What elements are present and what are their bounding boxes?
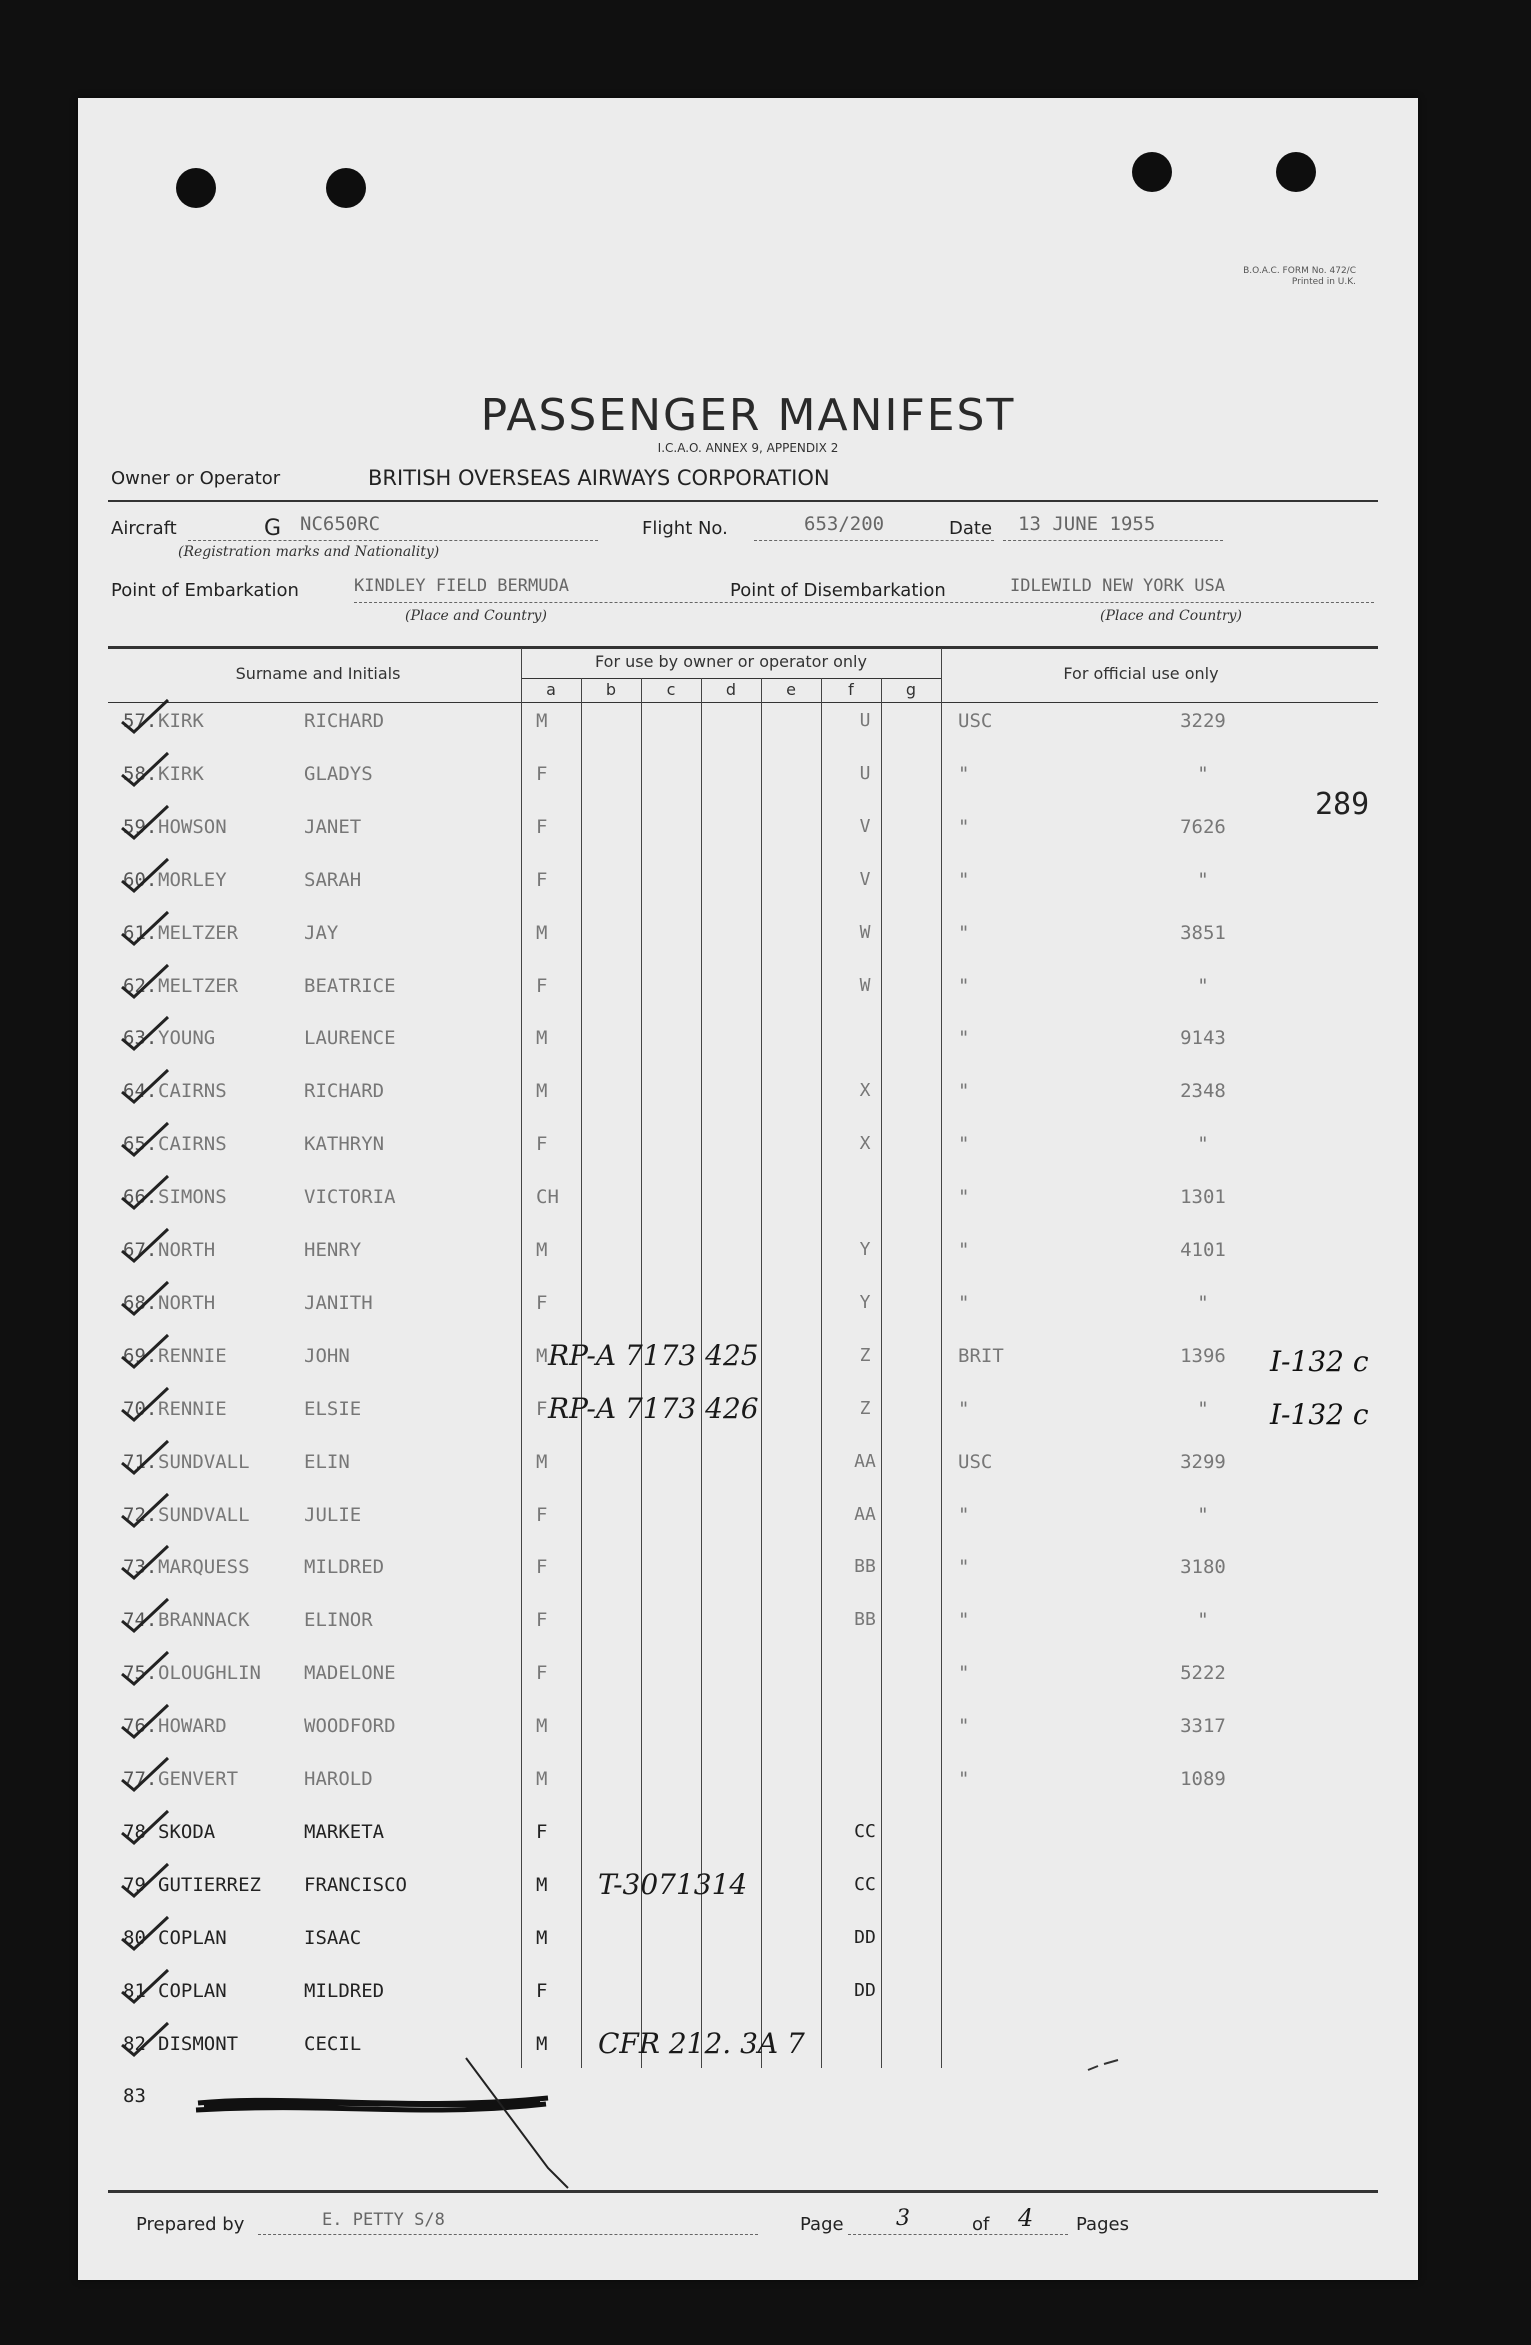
row-nationality: " [958,975,970,997]
row-surname: RENNIE [158,1398,227,1420]
row-number: 73. [123,1556,158,1578]
row-official-number: " [1197,1292,1209,1314]
row-surname: MARQUESS [158,1556,250,1578]
row-given-name: ELIN [304,1451,350,1473]
of-label: of [972,2214,990,2235]
row-group-code: U [859,710,871,731]
subcol-b: b [605,680,617,699]
row-sex: CH [536,1186,559,1208]
row-official-number: 2348 [1180,1080,1226,1102]
row-nationality: " [958,1080,970,1102]
row-sex: F [536,975,548,997]
row-official-number: 3299 [1180,1451,1226,1473]
row-surname: SKODA [158,1821,216,1843]
row-given-name: FRANCISCO [304,1874,407,1896]
row-sex: F [536,1662,548,1684]
row-document-number: CFR 212. 3A 7 [598,2027,805,2060]
row-number: 60. [123,869,158,891]
page-subtitle: I.C.A.O. ANNEX 9, APPENDIX 2 [657,441,839,455]
row-given-name: JANITH [304,1292,373,1314]
row-surname: SUNDVALL [158,1451,250,1473]
row-official-number: " [1197,975,1209,997]
row-nationality: " [958,869,970,891]
row-official-number: 9143 [1180,1027,1226,1049]
row-number: 70. [123,1398,158,1420]
aircraft-label: Aircraft [111,518,177,539]
row-number: 72. [123,1504,158,1526]
row-nationality: " [958,763,970,785]
disembark-value: IDLEWILD NEW YORK USA [1010,576,1225,596]
row-nationality: " [958,1768,970,1790]
row-given-name: VICTORIA [304,1186,396,1208]
row-given-name: BEATRICE [304,975,396,997]
row-sex: M [536,1715,548,1737]
row-document-number: T-3071314 [598,1868,748,1901]
row-surname: GUTIERREZ [158,1874,261,1896]
row-group-code: W [859,975,871,996]
row-sex: F [536,869,548,891]
row-group-code: Z [859,1398,871,1419]
row-surname: SUNDVALL [158,1504,250,1526]
row-document-number: RP-A 7173 426 [548,1392,759,1425]
row-sex: M [536,1451,548,1473]
row-group-code: U [859,763,871,784]
row-number: 78 [123,1821,146,1843]
subcol-a: a [546,680,556,699]
row-nationality: BRIT [958,1345,1004,1367]
embark-label: Point of Embarkation [111,580,299,601]
row-official-number: " [1197,869,1209,891]
row-nationality: " [958,1556,970,1578]
subcol-c: c [666,680,676,699]
row-given-name: LAURENCE [304,1027,396,1049]
row-sex: M [536,1080,548,1102]
embark-value: KINDLEY FIELD BERMUDA [354,576,569,596]
table-bottom-rule [108,2190,1378,2193]
row-nationality: " [958,816,970,838]
row-group-code: BB [854,1556,876,1577]
row-group-code: AA [854,1504,876,1525]
row-sex: M [536,1027,548,1049]
row-group-code: BB [854,1609,876,1630]
row-number: 74. [123,1609,158,1631]
row-surname: COPLAN [158,1980,227,2002]
subcol-f: f [848,680,854,699]
row-given-name: ELSIE [304,1398,362,1420]
row-nationality: " [958,1186,970,1208]
row-official-number: " [1197,1504,1209,1526]
row-number: 65. [123,1133,158,1155]
row-official-number: 4101 [1180,1239,1226,1261]
row-given-name: HENRY [304,1239,362,1261]
row-nationality: " [958,1715,970,1737]
date-value: 13 JUNE 1955 [1018,513,1156,535]
row-group-code: DD [854,1980,876,2001]
disembark-label: Point of Disembarkation [730,580,946,601]
row-group-code: CC [854,1821,876,1842]
row-note: I-132 c [1270,1398,1369,1431]
printed-in-text: Printed in U.K. [1291,277,1356,287]
row-sex: F [536,1398,548,1420]
subcol-e: e [786,680,796,699]
surname-column-header: Surname and Initials [235,664,401,683]
row-group-code: V [859,869,871,890]
row-official-number: 3180 [1180,1556,1226,1578]
row-group-code: Y [859,1239,871,1260]
row-sex: M [536,1345,548,1367]
row-given-name: SARAH [304,869,362,891]
row-official-number: 5222 [1180,1662,1226,1684]
page-badge: 289 [1315,787,1370,822]
row-surname: GENVERT [158,1768,239,1790]
row-given-name: HAROLD [304,1768,373,1790]
row-nationality: " [958,1027,970,1049]
row-note: I-132 c [1270,1345,1369,1378]
page-title: PASSENGER MANIFEST [480,390,1016,441]
subcol-d: d [725,680,737,699]
row-given-name: GLADYS [304,763,373,785]
strikeout-scribble [78,98,1418,2280]
row-surname: HOWARD [158,1715,227,1737]
row-sex: M [536,1239,548,1261]
row-sex: F [536,1821,548,1843]
row-surname: MELTZER [158,975,239,997]
row-nationality: " [958,922,970,944]
row-official-number: " [1197,763,1209,785]
row-number: 69. [123,1345,158,1367]
page-dotline [848,2234,1068,2235]
row-given-name: JANET [304,816,362,838]
aircraft-note: (Registration marks and Nationality) [178,544,440,560]
row-sex: F [536,1292,548,1314]
row-sex: M [536,922,548,944]
row-surname: DISMONT [158,2033,239,2055]
row-sex: M [536,2033,548,2055]
page-value: 3 [896,2206,910,2231]
row-sex: F [536,816,548,838]
row-sex: M [536,1874,548,1896]
row-official-number: " [1197,1133,1209,1155]
row-group-code: Y [859,1292,871,1313]
aircraft-prefix: G [264,516,282,541]
row-surname: MELTZER [158,922,239,944]
row-given-name: ELINOR [304,1609,373,1631]
row-nationality: " [958,1292,970,1314]
operator-column-header: For use by owner or operator only [595,652,867,671]
row-number: 59. [123,816,158,838]
row-sex: F [536,1980,548,2002]
owner-label: Owner or Operator [111,468,281,489]
manifest-sheet [78,98,1418,2280]
row-given-name: KATHRYN [304,1133,385,1155]
row-surname: CAIRNS [158,1080,227,1102]
row-group-code: X [859,1080,871,1101]
row-group-code: CC [854,1874,876,1895]
of-value: 4 [1018,2204,1034,2232]
row-surname: RENNIE [158,1345,227,1367]
row-official-number: 3317 [1180,1715,1226,1737]
row-given-name: MILDRED [304,1980,385,2002]
row-surname: CAIRNS [158,1133,227,1155]
row-sex: F [536,1133,548,1155]
row-number: 68. [123,1292,158,1314]
row-nationality: " [958,1133,970,1155]
row-number: 71. [123,1451,158,1473]
row-number: 81 [123,1980,146,2002]
row-given-name: RICHARD [304,1080,385,1102]
row-given-name: JOHN [304,1345,350,1367]
row-sex: F [536,1556,548,1578]
row-group-code: X [859,1133,871,1154]
row-surname: SIMONS [158,1186,227,1208]
row-official-number: 7626 [1180,816,1226,838]
flight-label: Flight No. [642,518,728,539]
row-group-code: W [859,922,871,943]
row-nationality: " [958,1609,970,1631]
aircraft-value: NC650RC [300,513,381,535]
row-nationality: USC [958,710,993,732]
flight-value: 653/200 [804,513,885,535]
row-surname: HOWSON [158,816,227,838]
row-given-name: MARKETA [304,1821,385,1843]
row-official-number: 1396 [1180,1345,1226,1367]
row-nationality: " [958,1504,970,1526]
row-number: 64. [123,1080,158,1102]
row-number: 80 [123,1927,146,1949]
owner-value: BRITISH OVERSEAS AIRWAYS CORPORATION [368,466,830,490]
row-given-name: MILDRED [304,1556,385,1578]
embark-note: (Place and Country) [405,608,547,624]
row-given-name: CECIL [304,2033,362,2055]
row-number: 58. [123,763,158,785]
row-number: 77. [123,1768,158,1790]
row-number: 61. [123,922,158,944]
row-official-number: 1089 [1180,1768,1226,1790]
row-sex: M [536,710,548,732]
row-sex: M [536,1768,548,1790]
row-number: 82 [123,2033,146,2055]
row-number: 79 [123,1874,146,1896]
row-surname: KIRK [158,763,204,785]
date-label: Date [949,518,993,539]
row-number: 67. [123,1239,158,1261]
row-surname: BRANNACK [158,1609,250,1631]
row-given-name: ISAAC [304,1927,362,1949]
row-sex: F [536,1609,548,1631]
row-number: 75. [123,1662,158,1684]
row-given-name: JAY [304,922,339,944]
subcol-g: g [905,680,917,699]
row-nationality: " [958,1239,970,1261]
row-official-number: " [1197,1398,1209,1420]
row-surname: YOUNG [158,1027,216,1049]
row-number: 76. [123,1715,158,1737]
row-group-code: V [859,816,871,837]
form-number-text: B.O.A.C. FORM No. 472/C [1243,266,1356,276]
row-number: 66. [123,1186,158,1208]
row-surname: KIRK [158,710,204,732]
row-sex: F [536,763,548,785]
row-surname: NORTH [158,1239,216,1261]
row-surname: OLOUGHLIN [158,1662,261,1684]
row-sex: M [536,1927,548,1949]
row-document-number: RP-A 7173 425 [548,1339,759,1372]
row-surname: COPLAN [158,1927,227,1949]
row-nationality: USC [958,1451,993,1473]
row-given-name: WOODFORD [304,1715,396,1737]
prepared-label: Prepared by [136,2214,245,2235]
row-number: 62. [123,975,158,997]
row-official-number: " [1197,1609,1209,1631]
row-official-number: 1301 [1180,1186,1226,1208]
prepared-value: E. PETTY S/8 [322,2210,445,2230]
row-surname: NORTH [158,1292,216,1314]
page-label: Page [800,2214,844,2235]
row-official-number: 3851 [1180,922,1226,944]
row-number: 83 [123,2085,146,2107]
row-nationality: " [958,1398,970,1420]
row-group-code: DD [854,1927,876,1948]
row-surname: MORLEY [158,869,227,891]
row-group-code: Z [859,1345,871,1366]
pages-label: Pages [1076,2214,1129,2235]
row-number: 57. [123,710,158,732]
row-group-code: AA [854,1451,876,1472]
row-official-number: 3229 [1180,710,1226,732]
disembark-note: (Place and Country) [1100,608,1242,624]
row-sex: F [536,1504,548,1526]
row-given-name: JULIE [304,1504,362,1526]
row-given-name: RICHARD [304,710,385,732]
official-column-header: For official use only [1063,664,1219,683]
prepared-dotline [258,2234,758,2235]
row-given-name: MADELONE [304,1662,396,1684]
row-number: 63. [123,1027,158,1049]
row-nationality: " [958,1662,970,1684]
